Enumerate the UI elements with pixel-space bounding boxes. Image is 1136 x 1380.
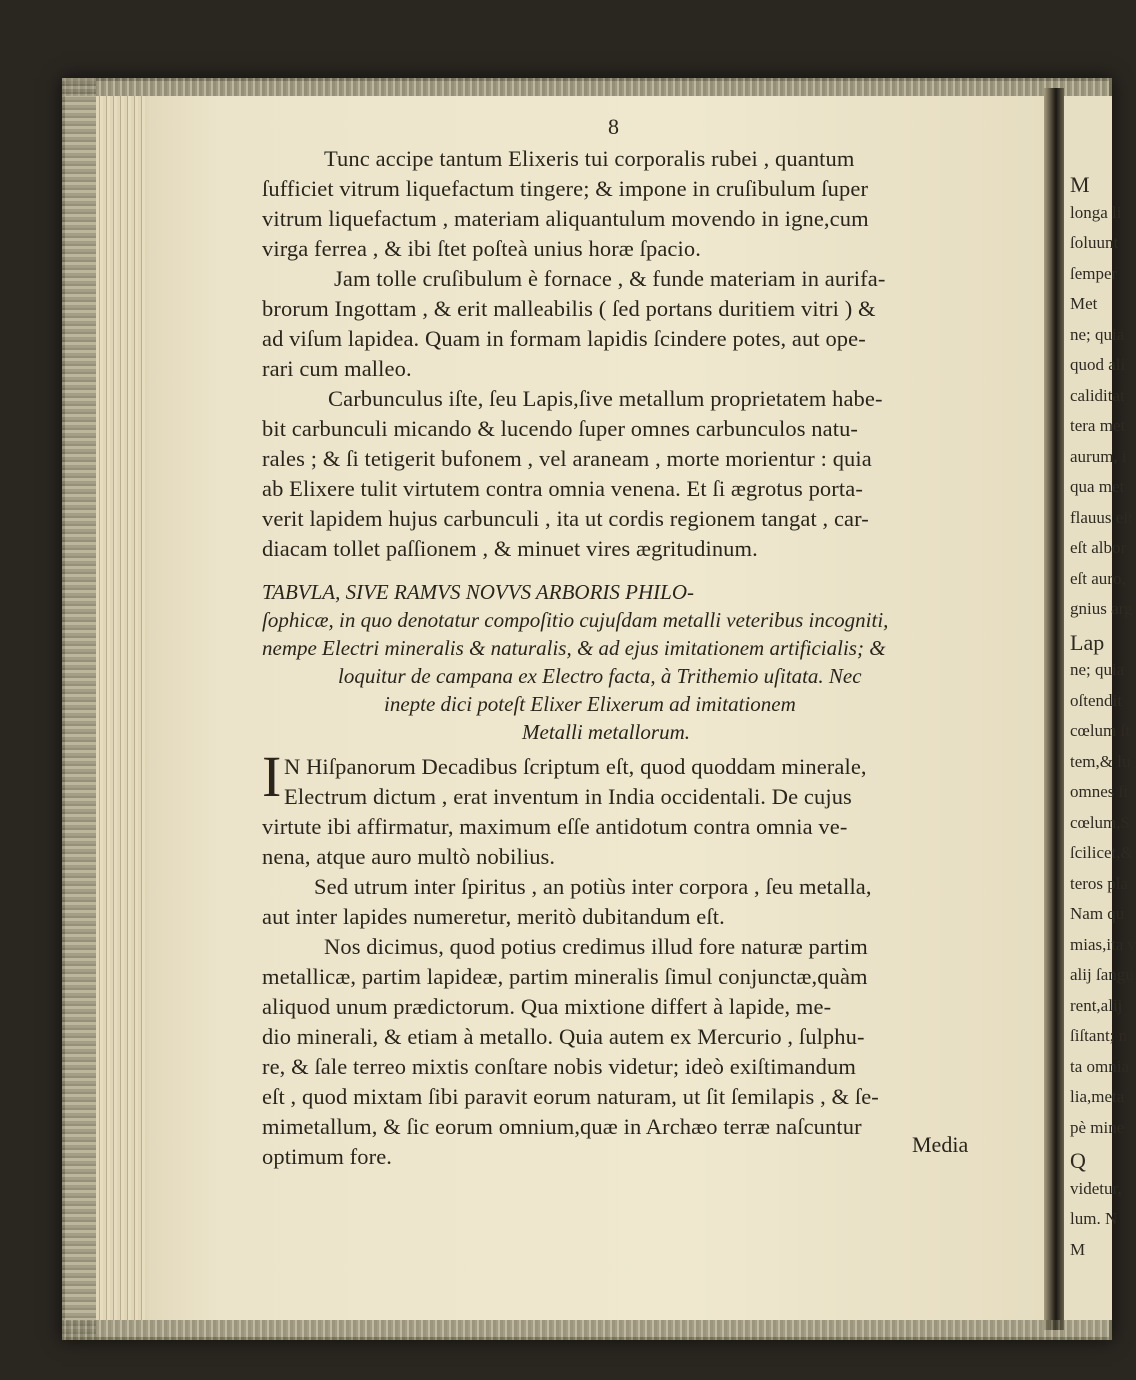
text-line: ad viſum lapidea. Quam in formam lapidis ſcindere potes, aut ope- <box>262 326 866 351</box>
section-heading-line: loquitur de campana ex Electro facta, à Trithemio uſitata. Nec <box>338 664 862 688</box>
binding-bottom-edge <box>62 1320 1112 1340</box>
right-page-fragment: cœlum ſt <box>1070 721 1130 740</box>
right-page-fragment: ta omnia <box>1070 1056 1130 1076</box>
right-page-fragment: gnius arg <box>1070 599 1133 618</box>
text-line: N Hiſpanorum Decadibus ſcriptum eſt, quod quoddam minerale, <box>284 754 867 779</box>
text-line: rari cum malleo. <box>262 356 412 381</box>
right-page-fragment: Lap <box>1070 629 1105 655</box>
text-line: Carbunculus iſte, ſeu Lapis,ſive metallum proprietatem habe- <box>328 386 883 411</box>
section-heading-line: ſophicæ, in quo denotatur compoſitio cujuſdam metalli veteribus incogniti, <box>262 608 889 632</box>
right-page-fragment: M <box>1070 172 1090 197</box>
binding-top-edge <box>62 78 1112 96</box>
right-page-fragment: lia,meta <box>1070 1087 1125 1106</box>
right-page-fragment: eſt auro, <box>1070 568 1126 588</box>
page-number: 8 <box>608 114 619 139</box>
catchword: Media <box>912 1132 969 1157</box>
section-heading-line: TABVLA, SIVE RAMVS NOVVS ARBORIS PHILO- <box>262 580 694 604</box>
right-page-fragment: ſoluunt <box>1070 233 1119 252</box>
right-page-fragment: ſemper <box>1070 263 1118 283</box>
text-line: Sed utrum inter ſpiritus , an potiùs inter corpora , ſeu metalla, <box>314 874 872 899</box>
text-line: verit lapidem hujus carbunculi , ita ut cordis regionem tangat , car- <box>262 506 869 531</box>
text-line: vitrum liquefactum , materiam aliquantulum movendo in igne,cum <box>262 206 869 231</box>
text-line: rales ; & ſi tetigerit bufonem , vel araneam , morte morientur : quia <box>262 446 872 471</box>
right-page-fragment: Q <box>1070 1148 1086 1173</box>
right-page-fragment: ſiſtant; n <box>1070 1026 1128 1045</box>
right-page-fragment: ſcilicet,& <box>1070 843 1134 862</box>
text-line: optimum fore. <box>262 1144 393 1169</box>
text-line: aliquod unum prædictorum. Qua mixtione differt à lapide, me- <box>262 994 832 1019</box>
right-page-fragment: tera met <box>1070 416 1126 435</box>
right-page-fragment: qua met <box>1070 477 1125 496</box>
right-page-fragment: mias,ita v <box>1070 934 1136 954</box>
right-page-fragment: omnes ſt <box>1070 782 1129 801</box>
text-line: virtute ibi affirmatur, maximum eſſe antidotum contra omnia ve- <box>262 814 848 839</box>
text-line: dio minerali, & etiam à metallo. Quia autem ex Mercurio , ſulphu- <box>262 1024 865 1049</box>
section-heading-line: inepte dici poteſt Elixer Elixerum ad imitationem <box>384 692 796 716</box>
text-line: aut inter lapides numeretur, meritò dubitandum eſt. <box>262 904 725 929</box>
text-line: brorum Ingottam , & erit malleabilis ( ſed portans duritiem vitri ) & <box>262 296 876 321</box>
right-page-fragment: alij ſangu <box>1070 965 1134 984</box>
text-line: virga ferrea , & ibi ſtet poſteà unius horæ ſpacio. <box>262 236 701 261</box>
text-line: metallicæ, partim lapideæ, partim mineralis ſimul conjunctæ,quàm <box>262 964 868 989</box>
right-page-fragment: Met <box>1070 294 1098 313</box>
text-line: Jam tolle cruſibulum è fornace , & funde materiam in aurifa- <box>334 266 886 291</box>
text-line: nena, atque auro multò nobilius. <box>262 844 556 869</box>
section-heading-line: nempe Electri mineralis & naturalis, & ad ejus imitationem artificialis; & <box>262 636 886 660</box>
right-page-fragment: Nam qu <box>1070 904 1125 923</box>
right-page-fragment: videtur, <box>1070 1178 1122 1198</box>
right-page-fragment: teros pla <box>1070 873 1129 893</box>
binding-left-edge <box>62 78 96 1340</box>
right-page-fragment: pè mine <box>1070 1117 1125 1137</box>
right-page-fragment: longa li <box>1070 202 1122 222</box>
text-line: ab Elixere tulit virtutem contra omnia venena. Et ſi ægrotus porta- <box>262 476 863 501</box>
right-page-fragment: M <box>1070 1239 1086 1259</box>
text-line: Tunc accipe tantum Elixeris tui corporalis rubei , quantum <box>324 146 855 171</box>
right-page-fragment: ne; quia <box>1070 660 1125 679</box>
right-page-fragment: tem,& lu <box>1070 751 1131 771</box>
text-line: Nos dicimus, quod potius credimus illud fore naturæ partim <box>324 934 868 959</box>
right-page-fragment: cœlum,S <box>1070 812 1130 832</box>
page-edges <box>96 96 148 1320</box>
right-page-fragment: aurum, i <box>1070 446 1127 466</box>
book-gutter <box>1044 88 1064 1330</box>
right-page-fragment: flauus eſt <box>1070 507 1133 527</box>
right-page-fragment: caliditat <box>1070 385 1125 405</box>
right-page <box>1064 96 1136 1320</box>
text-line: Electrum dictum , erat inventum in India occidentali. De cujus <box>284 784 852 809</box>
right-page-fragment: quod ali <box>1070 355 1126 374</box>
right-page-fragment: eſt albor <box>1070 538 1127 557</box>
right-page-fragment: oſtendit <box>1070 690 1122 710</box>
text-line: ſufficiet vitrum liquefactum tingere; & impone in cruſibulum ſuper <box>262 176 869 201</box>
right-page-fragment: ne; quia <box>1070 324 1125 344</box>
drop-cap: I <box>262 744 282 809</box>
text-line: re, & ſale terreo mixtis conſtare nobis videtur; ideò exiſtimandum <box>262 1054 856 1079</box>
text-line: diacam tollet paſſionem , & minuet vires ægritudinum. <box>262 536 758 561</box>
right-page-fragment: rent,alij <box>1070 995 1123 1015</box>
text-line: mimetallum, & ſic eorum omnium,quæ in Archæo terræ naſcuntur <box>262 1114 862 1139</box>
right-page-fragment: lum. N <box>1070 1209 1118 1228</box>
text-line: eſt , quod mixtam ſibi paravit eorum naturam, ut ſit ſemilapis , & ſe- <box>262 1084 879 1109</box>
text-line: bit carbunculi micando & lucendo ſuper omnes carbunculos natu- <box>262 416 859 441</box>
section-heading-line: Metalli metallorum. <box>522 720 690 744</box>
